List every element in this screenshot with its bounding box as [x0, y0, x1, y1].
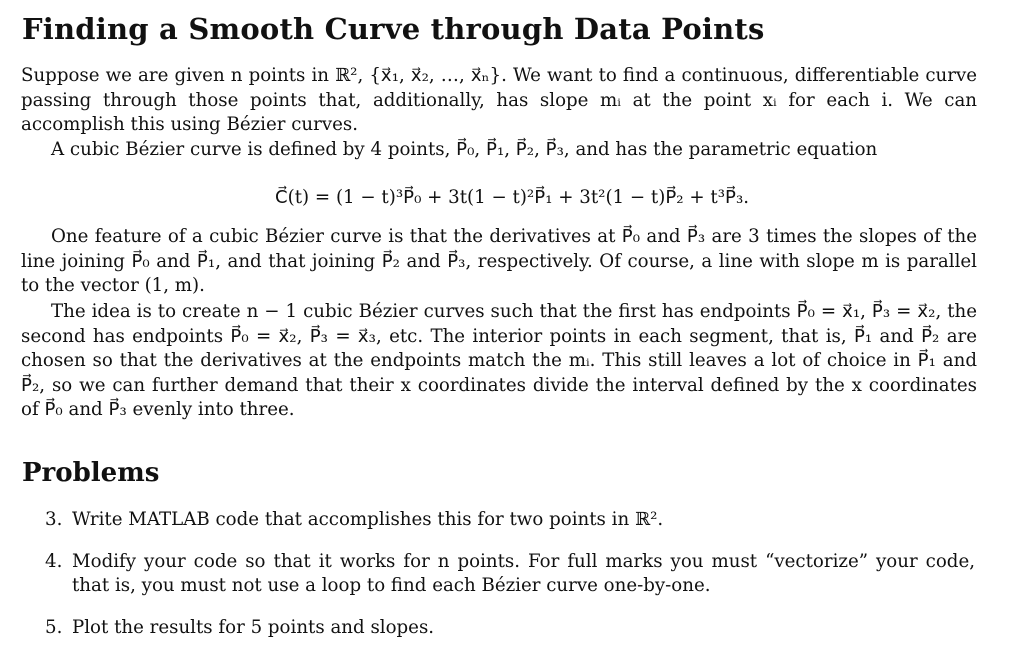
problem-item: [45, 550, 975, 599]
problems-heading: Problems: [22, 458, 160, 488]
problem-text: Plot the results for 5 points and slopes.: [72, 616, 435, 638]
problem-number: 4.: [45, 550, 63, 572]
derivative-feature-paragraph: One feature of a cubic Bézier curve is that the derivatives at P⃗₀ and P⃗₃ are 3 times the slopes of the line joining P⃗₀ and P⃗₁, and that joining P⃗₂ and P⃗₃, respectively. Of course, a line with slope m is parallel to the vector (1, m).: [21, 226, 977, 296]
problem-number: 3.: [45, 509, 63, 530]
intro-paragraph: Suppose we are given n points in ℝ², {x⃗₁, x⃗₂, …, x⃗ₙ}. We want to find a continuous, differentiable curve passing through those points that, additionally, has slope mᵢ at the point xᵢ for each i. We can accomplish this using Bézier curves.: [21, 65, 977, 135]
problem-item: [45, 508, 975, 533]
bezier-definition-paragraph: A cubic Bézier curve is defined by 4 points, P⃗₀, P⃗₁, P⃗₂, P⃗₃, and has the parametric equation: [51, 139, 878, 160]
problem-number: 5.: [45, 616, 63, 638]
method-paragraph: The idea is to create n − 1 cubic Bézier curves such that the first has endpoints P⃗₀ = x⃗₁, P⃗₃ = x⃗₂, the second has endpoints P⃗₀ = x⃗₂, P⃗₃ = x⃗₃, etc. The interior points in each segment, that is, P⃗₁ and P⃗₂ are chosen so that the derivatives at the endpoints match the mᵢ. This still leaves a lot of choice in P⃗₁ and P⃗₂, so we can further demand that their x coordinates divide the interval defined by the x coordinates of P⃗₀ and P⃗₃ evenly into three.: [21, 301, 977, 420]
problem-item: [45, 616, 975, 641]
problem-text: Write MATLAB code that accomplishes this for two points in ℝ².: [72, 509, 664, 530]
page-title: Finding a Smooth Curve through Data Points: [22, 12, 765, 46]
problem-text: Modify your code so that it works for n points. For full marks you must “vectorize” your code, that is, you must not use a loop to find each Bézier curve one-by-one.: [72, 550, 975, 596]
bezier-equation: C⃗(t) = (1 − t)³P⃗₀ + 3t(1 − t)²P⃗₁ + 3t²(1 − t)P⃗₂ + t³P⃗₃.: [274, 187, 750, 208]
problems-list: [45, 508, 975, 640]
